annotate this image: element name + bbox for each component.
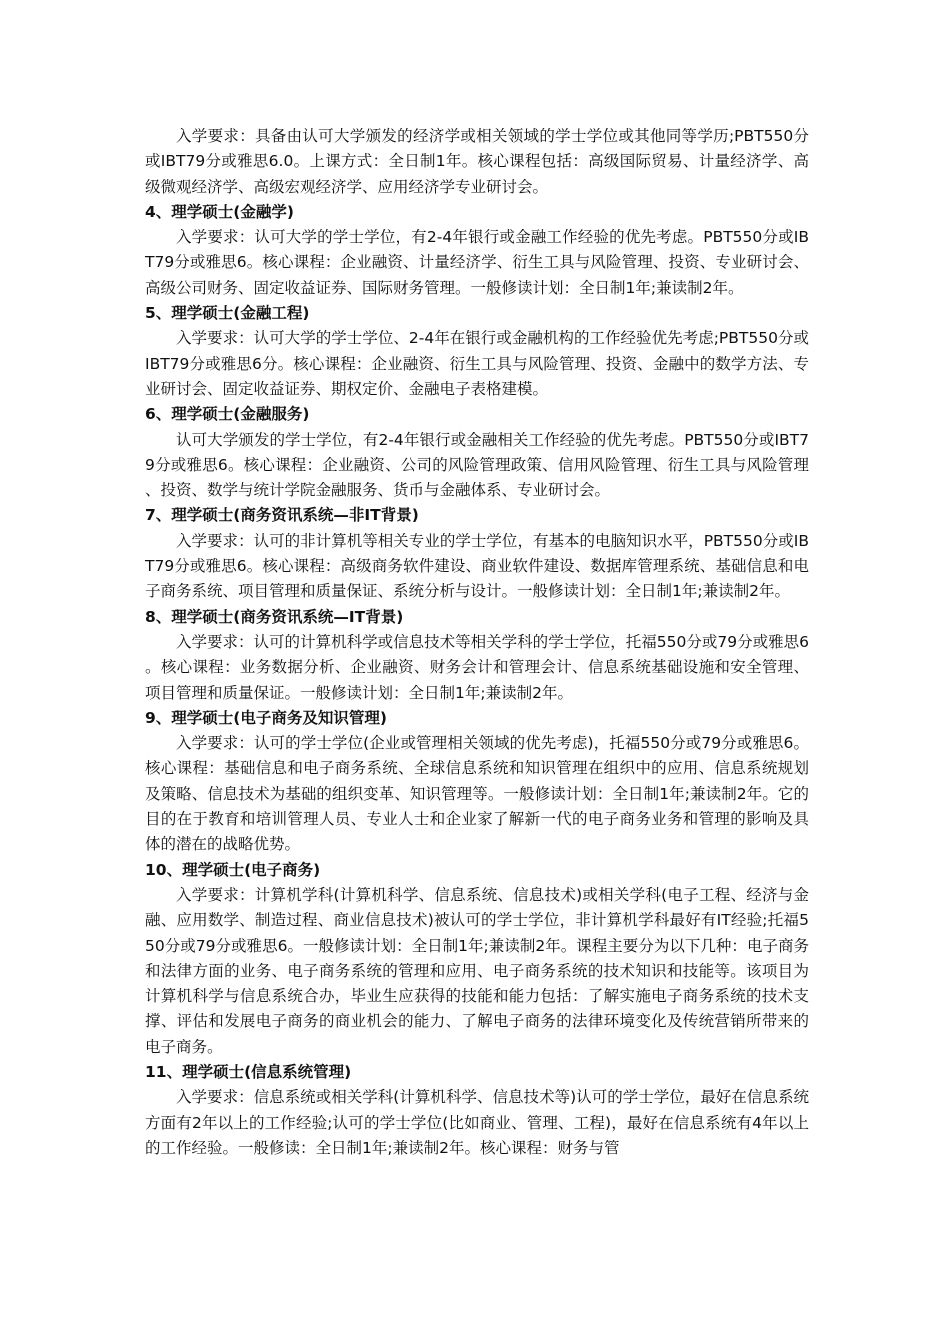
section-heading-6: 6、理学硕士(金融服务) bbox=[145, 405, 310, 424]
section-4-paragraph: 入学要求：认可大学的学士学位，有2-4年银行或金融工作经验的优先考虑。PBT550分或IBT79分或雅思6。核心课程：企业融资、计量经济学、衍生工具与风险管理、投资、专业研讨会、高级公司财务、固定收益证券、国际财务管理。一般修读计划：全日制1年;兼读制2年。 bbox=[145, 228, 809, 297]
section-heading-8: 8、理学硕士(商务资讯系统—IT背景) bbox=[145, 607, 404, 626]
section-7-paragraph: 入学要求：认可的非计算机等相关专业的学士学位，有基本的电脑知识水平，PBT550分或IBT79分或雅思6。核心课程：高级商务软件建设、商业软件建设、数据库管理系统、基础信息和电子商务系统、项目管理和质量保证、系统分析与设计。一般修读计划：全日制1年;兼读制2年。 bbox=[145, 531, 809, 601]
section-6-paragraph: 认可大学颁发的学士学位，有2-4年银行或金融相关工作经验的优先考虑。PBT550分或IBT79分或雅思6。核心课程：企业融资、公司的风险管理政策、信用风险管理、衍生工具与风险管理、投资、数学与统计学院金融服务、货币与金融体系、专业研讨会。 bbox=[145, 430, 809, 500]
section-heading-5: 5、理学硕士(金融工程) bbox=[145, 304, 310, 323]
section-9-paragraph: 入学要求：认可的学士学位(企业或管理相关领域的优先考虑)，托福550分或79分或雅思6。核心课程：基础信息和电子商务系统、全球信息系统和知识管理在组织中的应用、信息系统规划及策略、信息技术为基础的组织变革、知识管理等。一般修读计划：全日制1年;兼读制2年。它的目的在于教育和培训管理人员、专业人士和企业家了解新一代的电子商务业务和管理的影响及具体的潜在的战略优势。 bbox=[145, 734, 809, 854]
section-5-paragraph: 入学要求：认可大学的学士学位、2-4年在银行或金融机构的工作经验优先考虑;PBT550分或IBT79分或雅思6分。核心课程：企业融资、衍生工具与风险管理、投资、金融中的数学方法、专业研讨会、固定收益证券、期权定价、金融电子表格建模。 bbox=[145, 329, 809, 398]
section-heading-9: 9、理学硕士(电子商务及知识管理) bbox=[145, 708, 387, 727]
section-10-paragraph: 入学要求：计算机学科(计算机科学、信息系统、信息技术)或相关学科(电子工程、经济与金融、应用数学、制造过程、商业信息技术)被认可的学士学位，非计算机学科最好有IT经验;托福550分或79分或雅思6。一般修读计划：全日制1年;兼读制2年。课程主要分为以下几种：电子商务和法律方面的业务、电子商务系统的管理和应用、电子商务系统的技术知识和技能等。该项目为计算机科学与信息系统合办，毕业生应获得的技能和能力包括：了解实施电子商务系统的技术支撑、评估和发展电子商务的商业机会的能力、了解电子商务的法律环境变化及传统营销所带来的电子商务。 bbox=[145, 885, 809, 1056]
section-11-paragraph: 入学要求：信息系统或相关学科(计算机科学、信息技术等)认可的学士学位，最好在信息系统方面有2年以上的工作经验;认可的学士学位(比如商业、管理、工程)，最好在信息系统有4年以上的工作经验。一般修读：全日制1年;兼读制2年。核心课程：财务与管 bbox=[145, 1088, 809, 1157]
section-heading-7: 7、理学硕士(商务资讯系统—非IT背景) bbox=[145, 506, 419, 525]
section-heading-10: 10、理学硕士(电子商务) bbox=[145, 860, 321, 879]
section-heading-4: 4、理学硕士(金融学) bbox=[145, 202, 294, 221]
document-body bbox=[145, 124, 809, 1161]
section-heading-11: 11、理学硕士(信息系统管理) bbox=[145, 1062, 352, 1081]
intro-paragraph: 入学要求：具备由认可大学颁发的经济学或相关领域的学士学位或其他同等学历;PBT550分或IBT79分或雅思6.0。上课方式：全日制1年。核心课程包括：高级国际贸易、计量经济学、高级微观经济学、高级宏观经济学、应用经济学专业研讨会。 bbox=[145, 127, 809, 196]
section-8-paragraph: 入学要求：认可的计算机科学或信息技术等相关学科的学士学位，托福550分或79分或雅思6。核心课程：业务数据分析、企业融资、财务会计和管理会计、信息系统基础设施和安全管理、项目管理和质量保证。一般修读计划：全日制1年;兼读制2年。 bbox=[145, 632, 809, 702]
